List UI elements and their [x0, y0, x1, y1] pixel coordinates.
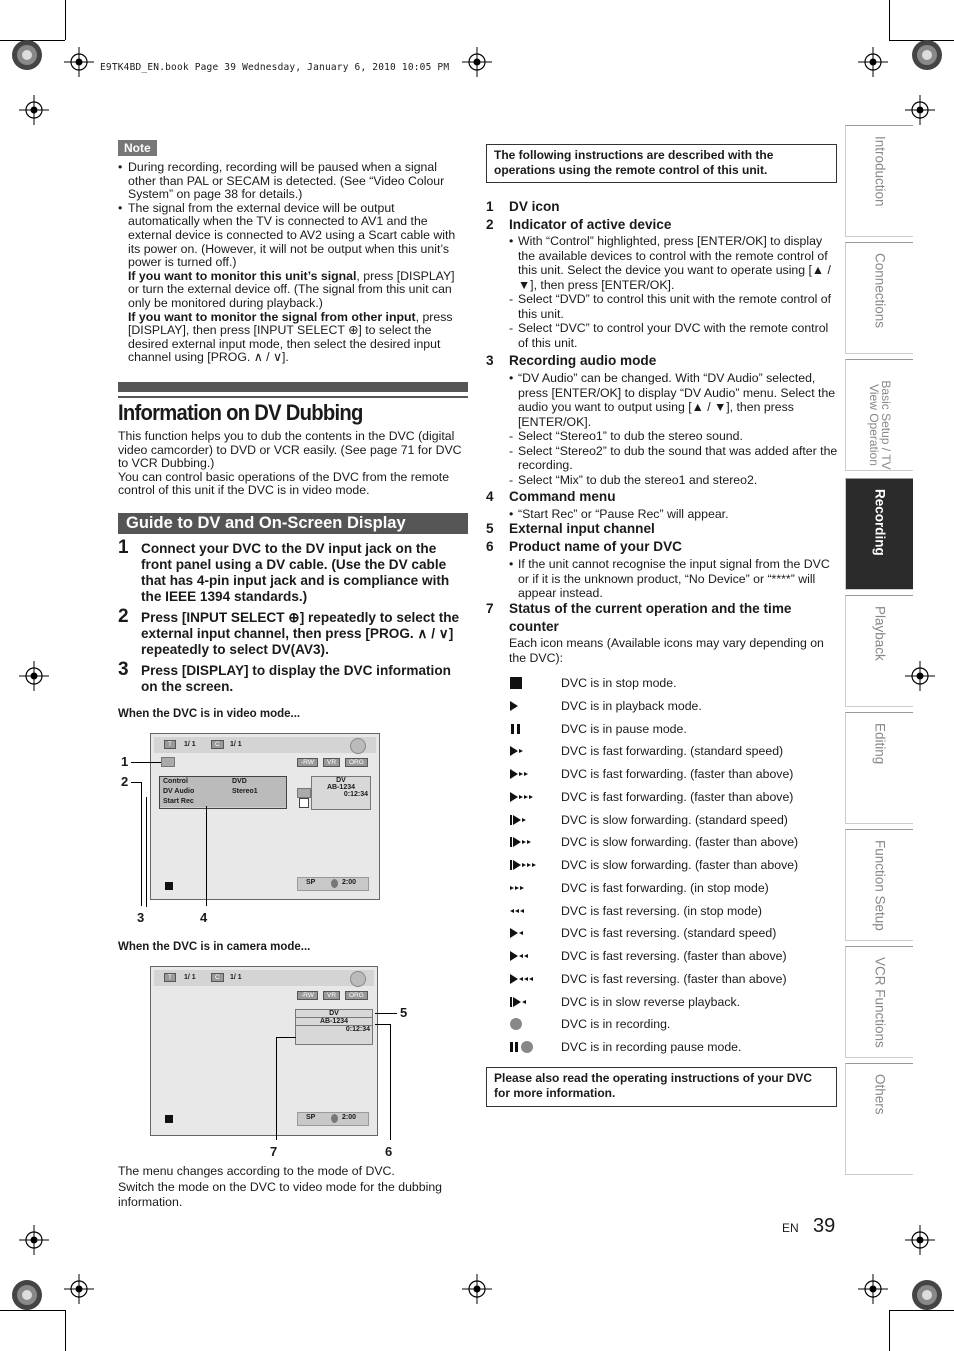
section-title: Guide to DV and On-Screen Display	[126, 514, 406, 532]
tab-label: Connections	[872, 253, 887, 329]
sf3-icon	[509, 857, 549, 873]
icon-description: DVC is fast reversing. (standard speed)	[561, 926, 777, 941]
page-number: 39	[813, 1215, 836, 1237]
tab-label: Recording	[872, 489, 887, 556]
ff2-icon	[509, 766, 549, 782]
fr3-icon	[509, 971, 549, 987]
menu-label: Start Rec	[163, 798, 194, 805]
item-bullet: • With “Control” highlighted, press [ENTER/OK] to display the available devices to control with the remote control of this unit. Select the device you want to operate using [▲ / ▼], then press [ENTER/OK].	[509, 234, 839, 292]
step-number: 2	[118, 606, 129, 627]
item-heading: 4 Command menu	[486, 489, 616, 504]
note-rest: , press [DISPLAY] or turn the external device off. (The signal from this unit can only be monitored during playback.)	[128, 268, 455, 310]
osd-product-name: AB-1234	[326, 784, 355, 791]
input-channel-icon	[297, 788, 311, 798]
item-title: External input channel	[509, 521, 655, 536]
osd-camera-screen	[150, 966, 378, 1136]
bottom-line: Switch the mode on the DVC to video mode for the dubbing information.	[118, 1179, 443, 1209]
icon-description: DVC is in recording.	[561, 1017, 671, 1032]
callout-line	[390, 1024, 391, 1140]
osd-sp: SP	[306, 1114, 316, 1121]
osd-sp: SP	[306, 879, 316, 886]
callout-line	[131, 782, 141, 783]
dv-icon	[161, 757, 175, 767]
osd-top-strip	[154, 737, 376, 753]
menu-value: DVD	[232, 778, 247, 785]
icon-description: DVC is in slow reverse playback.	[561, 994, 741, 1009]
note-text	[128, 270, 466, 311]
icon-description: DVC is slow forwarding. (faster than above)	[561, 835, 799, 850]
icon-row	[509, 857, 839, 875]
icon-row	[509, 812, 839, 830]
tab-label: Introduction	[872, 136, 887, 207]
osd-remain: 2:00	[342, 1114, 357, 1121]
osd-remain: 2:00	[342, 879, 357, 886]
callout-line	[276, 1037, 277, 1140]
osd-time: 0:12:34	[343, 791, 368, 798]
icon-row	[509, 903, 839, 921]
tab-vcr-functions[interactable]	[845, 946, 913, 1058]
icon-description: DVC is fast reversing. (faster than above)	[561, 949, 787, 963]
icon-row	[509, 698, 839, 716]
item-title: Recording audio mode	[509, 353, 657, 368]
title-rule	[118, 396, 468, 398]
callout-line	[141, 782, 142, 906]
stop-icon	[509, 675, 549, 691]
osd-chapter-value: 1/ 1	[230, 741, 242, 748]
note-label: Note	[118, 140, 157, 156]
osd-vr-badge: VR	[323, 991, 340, 1000]
tab-editing[interactable]	[845, 712, 913, 824]
item-body	[509, 507, 839, 522]
item-body	[509, 636, 839, 665]
icon-description: DVC is fast forwarding. (faster than above)	[561, 767, 794, 781]
item-body	[509, 557, 839, 601]
icon-row	[509, 971, 839, 989]
item-title: Product name of your DVC	[509, 539, 682, 554]
intro-paragraph: You can control basic operations of the DVC from the remote control of this unit if the DVC is in video mode.	[118, 469, 450, 498]
icon-row	[509, 675, 839, 693]
caption-video: When the DVC is in video mode...	[118, 708, 301, 720]
icon-row	[509, 789, 839, 807]
item-paragraph: Each icon means (Available icons may vary depending on the DVC):	[509, 636, 824, 665]
intro-text	[118, 430, 468, 498]
osd-sp-bar	[297, 1112, 369, 1126]
item-dash: - Select “Stereo1” to dub the stereo sound.	[509, 429, 839, 444]
callout-3: 3	[137, 910, 145, 925]
osd-dv-box	[295, 1009, 373, 1045]
item-heading: 5 External input channel	[486, 521, 655, 536]
osd-title-badge: T	[164, 973, 176, 982]
step-text: Press [DISPLAY] to display the DVC information on the screen.	[141, 663, 451, 694]
intro-paragraph: This function helps you to dub the contents in the DVC (digital video camcorder) to DVD or VCR easily. (See page 71 for DVC to VCR Dubbing.)	[118, 429, 462, 471]
icon-row	[509, 721, 839, 739]
icon-row	[509, 766, 839, 784]
osd-dv-label: DV	[296, 1010, 372, 1018]
item-title: DV icon	[509, 199, 560, 214]
tab-label: VCR Functions	[872, 957, 887, 1048]
icon-description: DVC is fast forwarding. (faster than above)	[561, 789, 794, 804]
disc-remain-icon	[331, 1114, 338, 1123]
osd-title-value: 1/ 1	[184, 741, 196, 748]
osd-chapter-badge: C	[211, 740, 224, 749]
icon-description: DVC is fast reversing. (faster than above)	[561, 971, 787, 986]
item-dash: - Select “Mix” to dub the stereo1 and stereo2.	[509, 473, 839, 488]
item-heading: 2 Indicator of active device	[486, 217, 672, 232]
item-heading: 3 Recording audio mode	[486, 353, 657, 368]
menu-label: DV Audio	[163, 788, 195, 795]
icon-row	[509, 743, 839, 761]
title-bar	[118, 382, 468, 392]
print-header: E9TK4BD_EN.book Page 39 Wednesday, January 6, 2010 10:05 PM	[100, 62, 450, 73]
osd-sp-bar	[297, 877, 369, 891]
caption-camera: When the DVC is in camera mode...	[118, 941, 311, 953]
callout-1: 1	[121, 754, 129, 769]
callout-line	[375, 1013, 397, 1014]
note-rest: , press [DISPLAY], then press [INPUT SELECT ⊕] to select the desired external input mode, then select the desired input channel using [PROG. ∧ / ∨].	[128, 309, 453, 365]
slowrev-icon	[509, 994, 549, 1010]
note-bold: If you want to monitor this unit’s signal	[128, 268, 357, 283]
bottom-line: The menu changes according to the mode of DVC.	[118, 1164, 395, 1178]
item-dash: - Select “DVC” to control your DVC with the remote control of this unit.	[509, 321, 839, 350]
ff1-icon	[509, 743, 549, 759]
note-bullet: • During recording, recording will be paused when a signal other than PAL or SECAM is detected. (See “Video Colour System” on page 38 for details.)	[118, 161, 466, 202]
tab-label: Editing	[872, 723, 887, 765]
disc-icon	[350, 738, 366, 754]
page-lang: EN	[782, 1221, 799, 1235]
bottom-text	[118, 1164, 468, 1211]
osd-product-name: AB-1234	[296, 1018, 372, 1026]
stop-icon	[165, 882, 173, 890]
status-box-icon	[299, 798, 309, 808]
disc-remain-icon	[331, 879, 338, 888]
play-icon	[509, 698, 549, 714]
tab-playback[interactable]	[845, 595, 913, 707]
fr1-icon	[509, 925, 549, 941]
icon-row	[509, 834, 839, 852]
note-text: • The signal from the external device will be output automatically when the TV is connected to AV1 and the external device is connected to AV2 using a Scart cable with its power on. (However, it will not be output when this unit’s power is turned off.)	[128, 200, 456, 270]
disc-icon	[350, 971, 366, 987]
note-bold: If you want to monitor the signal from other input	[128, 309, 416, 324]
icon-row	[509, 880, 839, 898]
osd-menu	[159, 776, 287, 809]
osd-dv-box	[311, 776, 371, 810]
osd-org-badge: ORG	[345, 758, 368, 767]
recpause-icon	[509, 1039, 549, 1055]
item-dash: - Select “Stereo2” to dub the sound that was added after the recording.	[509, 444, 839, 473]
menu-label: Control	[163, 778, 188, 785]
item-dash: - Select “DVD” to control this unit with the remote control of this unit.	[509, 292, 839, 321]
note-list	[118, 161, 466, 365]
callout-line	[276, 1037, 296, 1038]
ff3-icon	[509, 789, 549, 805]
callout-2: 2	[121, 774, 129, 789]
tab-label: Playback	[872, 606, 887, 661]
callout-line	[146, 797, 147, 907]
sf2-icon	[509, 834, 549, 850]
dvc-info-box: Please also read the operating instructions of your DVC for more information.	[486, 1067, 837, 1107]
osd-dv-label: DV	[336, 777, 346, 784]
icon-description: DVC is in pause mode.	[561, 721, 687, 736]
icon-row	[509, 925, 839, 943]
callout-4: 4	[200, 910, 208, 925]
callout-line	[206, 806, 207, 906]
icon-description: DVC is fast forwarding. (standard speed)	[561, 744, 784, 759]
icon-row	[509, 1016, 839, 1034]
item-heading: 1 DV icon	[486, 199, 560, 214]
ffstop-icon	[509, 880, 549, 896]
tab-label: Function Setup	[872, 840, 887, 931]
osd-top-strip	[154, 970, 374, 986]
osd-chapter-badge: C	[211, 973, 224, 982]
icon-description: DVC is in recording pause mode.	[561, 1040, 742, 1054]
tab-recording[interactable]	[845, 478, 913, 590]
menu-row-start	[160, 797, 286, 807]
osd-vr-badge: VR	[323, 758, 340, 767]
icon-description: DVC is fast reversing. (in stop mode)	[561, 903, 762, 918]
icon-description: DVC is slow forwarding. (standard speed)	[561, 812, 788, 827]
osd-rw-badge: -RW	[297, 991, 318, 1000]
tab-basic-setup[interactable]	[845, 359, 913, 471]
tab-others[interactable]	[845, 1063, 913, 1175]
step-text: Connect your DVC to the DV input jack on the front panel using a DV cable. (Use the DV cable that has 4-pin input jack and is compliance with the IEEE 1394 standards.)	[141, 541, 450, 604]
osd-chapter-value: 1/ 1	[230, 974, 242, 981]
tab-function-setup[interactable]	[845, 829, 913, 941]
step-number: 1	[118, 537, 129, 558]
remote-note-box: The following instructions are described with the operations using the remote control of this unit.	[486, 144, 837, 183]
item-bullet: • “DV Audio” can be changed. With “DV Audio” selected, press [ENTER/OK] to display “DV Audio” menu. Select the audio you want to output using [▲ / ▼], then press [ENTER/OK].	[509, 371, 839, 429]
osd-video-screen	[150, 733, 380, 900]
note-text	[128, 311, 466, 365]
stop-icon	[165, 1115, 173, 1123]
item-heading: 6 Product name of your DVC	[486, 539, 682, 554]
note-bullet	[118, 202, 466, 365]
osd-rw-badge: -RW	[297, 758, 318, 767]
pause-icon	[509, 721, 549, 737]
callout-5: 5	[400, 1005, 408, 1020]
icon-row	[509, 994, 839, 1012]
page-title: Information on DV Dubbing	[118, 400, 363, 425]
step-number: 3	[118, 659, 129, 680]
osd-org-badge: ORG	[345, 991, 368, 1000]
item-bullet: • “Start Rec” or “Pause Rec” will appear.	[509, 507, 839, 522]
rec-icon	[509, 1016, 549, 1032]
callout-line	[375, 1024, 390, 1025]
tab-label: Basic Setup / TV View Operation	[866, 380, 893, 470]
osd-title-value: 1/ 1	[184, 974, 196, 981]
tab-connections[interactable]	[845, 242, 913, 354]
sf1-icon	[509, 812, 549, 828]
item-body	[509, 234, 839, 350]
item-heading: 7 Status of the current operation and the time counter	[486, 600, 836, 636]
tab-introduction[interactable]	[845, 125, 913, 237]
menu-value: Stereo1	[232, 788, 258, 795]
frstop-icon	[509, 903, 549, 919]
item-title: Indicator of active device	[509, 217, 672, 232]
step-text: Press [INPUT SELECT ⊕] repeatedly to select the external input channel, then press [PROG. ∧ / ∨] repeatedly to select DV(AV3).	[141, 610, 460, 657]
icon-row	[509, 948, 839, 966]
icon-description: DVC is fast forwarding. (in stop mode)	[561, 880, 769, 895]
item-title: Status of the current operation and the time counter	[509, 601, 792, 634]
fr2-icon	[509, 948, 549, 964]
item-body	[509, 371, 839, 487]
icon-description: DVC is in stop mode.	[561, 676, 677, 690]
callout-line	[131, 762, 161, 763]
section-heading	[118, 513, 468, 534]
icon-row	[509, 1039, 839, 1057]
item-title: Command menu	[509, 489, 616, 504]
tab-label: Others	[872, 1074, 887, 1115]
callout-6: 6	[385, 1144, 393, 1159]
item-bullet: • If the unit cannot recognise the input signal from the DVC or if it is the unknown product, “No Device” or “****” will appear instead.	[509, 557, 839, 601]
osd-title-badge: T	[164, 740, 176, 749]
icon-description: DVC is in playback mode.	[561, 698, 702, 713]
icon-description: DVC is slow forwarding. (faster than above)	[561, 858, 799, 872]
callout-7: 7	[270, 1144, 278, 1159]
osd-time: 0:12:34	[345, 1026, 370, 1033]
